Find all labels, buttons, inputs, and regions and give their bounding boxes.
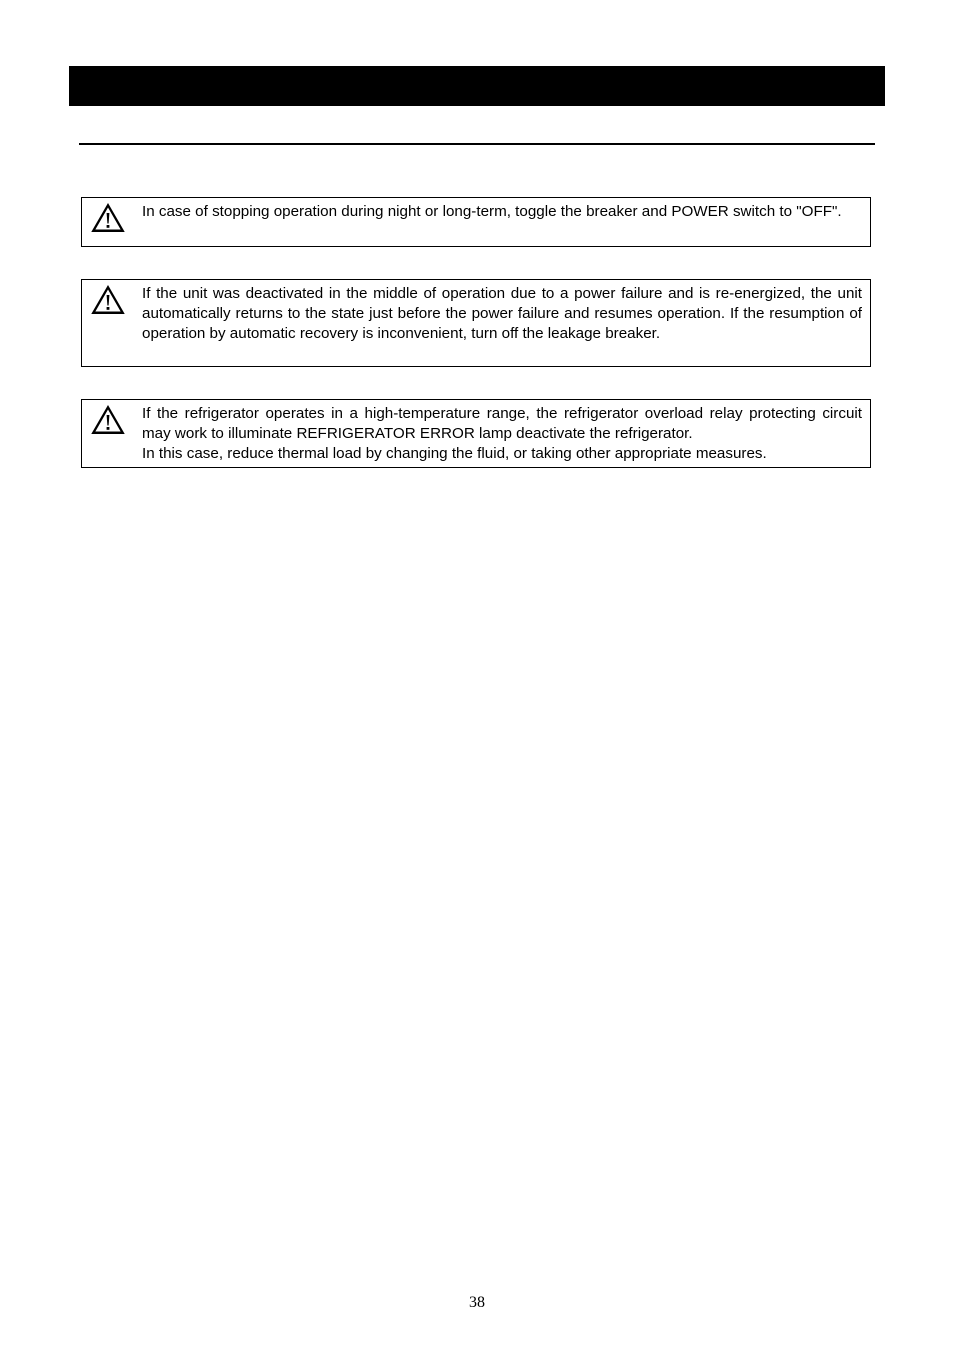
caution-box-refrigerator-overload <box>81 399 871 468</box>
warning-triangle-icon <box>91 203 125 233</box>
caution-text <box>142 404 862 463</box>
caution-text <box>142 284 862 343</box>
caution-box-breaker <box>81 197 871 247</box>
caution-paragraph: If the unit was deactivated in the middle of operation due to a power failure and is re-energized, the unit automatically returns to the state just before the power failure and resumes operation. If the resumption of operation by automatic recovery is inconvenient, turn off the leakage breaker. <box>142 285 862 342</box>
header-rule <box>79 143 875 145</box>
warning-triangle-icon <box>91 405 125 435</box>
caution-paragraph: In this case, reduce thermal load by changing the fluid, or taking other appropriate measures. <box>142 444 767 462</box>
caution-paragraph: If the refrigerator operates in a high-temperature range, the refrigerator overload relay protecting circuit may work to illuminate REFRIGERATOR ERROR lamp deactivate the refrigerator. <box>142 405 862 442</box>
caution-text <box>142 202 862 222</box>
page-number: 38 <box>469 1294 485 1311</box>
warning-triangle-icon <box>91 285 125 315</box>
section-header-bar <box>69 66 885 106</box>
caution-paragraph: In case of stopping operation during night or long-term, toggle the breaker and POWER switch to "OFF". <box>142 203 842 220</box>
caution-box-power-failure <box>81 279 871 367</box>
